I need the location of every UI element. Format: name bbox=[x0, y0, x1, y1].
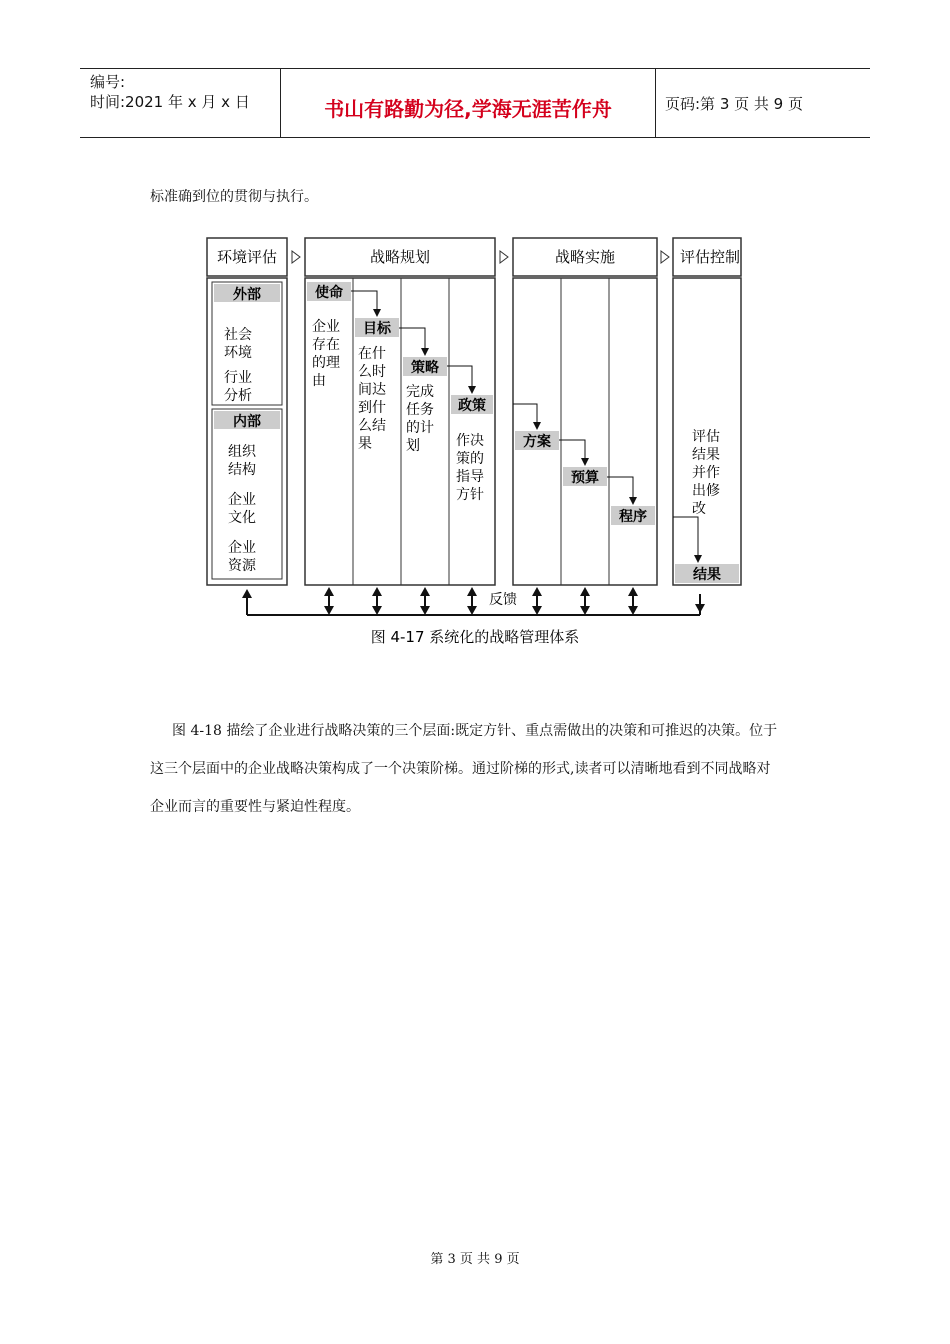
bidirectional-arrow-icon bbox=[628, 587, 638, 615]
header-motto: 书山有路勤为径,学海无涯苦作舟 bbox=[324, 97, 612, 121]
control-desc: 评估 bbox=[692, 429, 720, 445]
internal-label: 内部 bbox=[233, 414, 261, 430]
strategy-management-figure bbox=[200, 232, 750, 652]
flow-triangle-icon bbox=[500, 251, 508, 263]
internal-item-text: 组织 bbox=[228, 444, 256, 460]
internal-item-text: 文化 bbox=[228, 510, 256, 526]
environment-column bbox=[207, 278, 287, 585]
figure-caption: 图 4-17 系统化的战略管理体系 bbox=[370, 628, 580, 646]
tactic-desc: 任务 bbox=[406, 402, 434, 418]
bidirectional-arrow-icon bbox=[324, 587, 334, 615]
mission-desc: 的理 bbox=[312, 355, 340, 371]
control-desc: 改 bbox=[692, 501, 706, 517]
objective-desc: 果 bbox=[358, 436, 372, 452]
external-item-text: 行业 bbox=[224, 370, 252, 386]
control-column bbox=[673, 278, 741, 585]
bidirectional-arrow-icon bbox=[467, 587, 477, 615]
figure-column-headers bbox=[207, 238, 741, 276]
header-middle-cell bbox=[280, 69, 656, 137]
tactic-desc: 的计 bbox=[406, 420, 434, 436]
tactic-label: 策略 bbox=[411, 360, 439, 376]
page-footer: 第 3 页 共 9 页 bbox=[430, 1252, 520, 1267]
external-item-text: 社会 bbox=[224, 327, 252, 343]
bidirectional-arrow-icon bbox=[420, 587, 430, 615]
policy-label: 政策 bbox=[458, 398, 486, 414]
external-item-text: 环境 bbox=[224, 345, 252, 361]
flow-triangle-icon bbox=[292, 251, 300, 263]
procedure-label: 程序 bbox=[619, 509, 647, 525]
header-environment-assessment: 环境评估 bbox=[216, 248, 278, 266]
tactic-desc: 划 bbox=[406, 438, 420, 454]
objective-desc: 么时 bbox=[358, 364, 386, 380]
objective-desc: 到什 bbox=[358, 400, 386, 416]
internal-item-text: 资源 bbox=[228, 558, 256, 574]
mission-label: 使命 bbox=[315, 285, 343, 301]
planning-column bbox=[305, 278, 495, 585]
policy-desc: 作决 bbox=[456, 433, 484, 449]
policy-desc: 指导 bbox=[456, 469, 484, 485]
tactic-desc: 完成 bbox=[406, 384, 434, 400]
bidirectional-arrow-icon bbox=[580, 587, 590, 615]
objective-desc: 么结 bbox=[358, 418, 386, 434]
document-number: 编号: bbox=[90, 73, 126, 91]
body-paragraph-line: 图 4-18 描绘了企业进行战略决策的三个层面:既定方针、重点需做出的决策和可推迟的决策。位于 bbox=[172, 723, 778, 739]
control-desc: 并作 bbox=[692, 465, 720, 481]
internal-item-text: 企业 bbox=[228, 492, 256, 508]
page-header bbox=[80, 68, 870, 138]
implementation-column bbox=[513, 278, 657, 585]
policy-desc: 策的 bbox=[456, 451, 484, 467]
result-label: 结果 bbox=[693, 567, 721, 583]
internal-item-text: 结构 bbox=[228, 462, 256, 478]
objective-desc: 在什 bbox=[358, 346, 386, 362]
document-date: 时间:2021 年 x 月 x 日 bbox=[90, 93, 250, 111]
feedback-label: 反馈 bbox=[489, 592, 517, 608]
mission-desc: 企业 bbox=[312, 319, 340, 335]
bidirectional-arrow-icon bbox=[372, 587, 382, 615]
internal-item-text: 企业 bbox=[228, 540, 256, 556]
feedback-loop bbox=[242, 587, 705, 615]
header-page-info: 页码:第 3 页 共 9 页 bbox=[665, 95, 803, 113]
header-strategy-implementation: 战略实施 bbox=[554, 248, 616, 266]
bidirectional-arrow-icon bbox=[532, 587, 542, 615]
budget-label: 预算 bbox=[571, 470, 599, 486]
header-evaluation-control: 评估控制 bbox=[679, 248, 741, 266]
body-text-line: 标准确到位的贯彻与执行。 bbox=[150, 189, 318, 205]
header-strategy-planning: 战略规划 bbox=[369, 248, 431, 266]
control-desc: 出修 bbox=[692, 483, 720, 499]
control-desc: 结果 bbox=[692, 447, 720, 463]
external-label: 外部 bbox=[233, 287, 261, 303]
header-right-cell bbox=[655, 69, 870, 137]
flow-triangle-icon bbox=[661, 251, 669, 263]
objective-desc: 间达 bbox=[358, 382, 386, 398]
header-left-cell bbox=[80, 69, 280, 137]
objective-label: 目标 bbox=[363, 321, 391, 337]
policy-desc: 方针 bbox=[456, 487, 484, 503]
body-paragraph-line: 这三个层面中的企业战略决策构成了一个决策阶梯。通过阶梯的形式,读者可以清晰地看到不同战略对 bbox=[150, 761, 771, 777]
program-label: 方案 bbox=[523, 434, 551, 450]
mission-desc: 存在 bbox=[312, 337, 340, 353]
external-item-text: 分析 bbox=[224, 388, 252, 404]
mission-desc: 由 bbox=[312, 373, 326, 389]
body-paragraph-line: 企业而言的重要性与紧迫性程度。 bbox=[150, 799, 360, 815]
